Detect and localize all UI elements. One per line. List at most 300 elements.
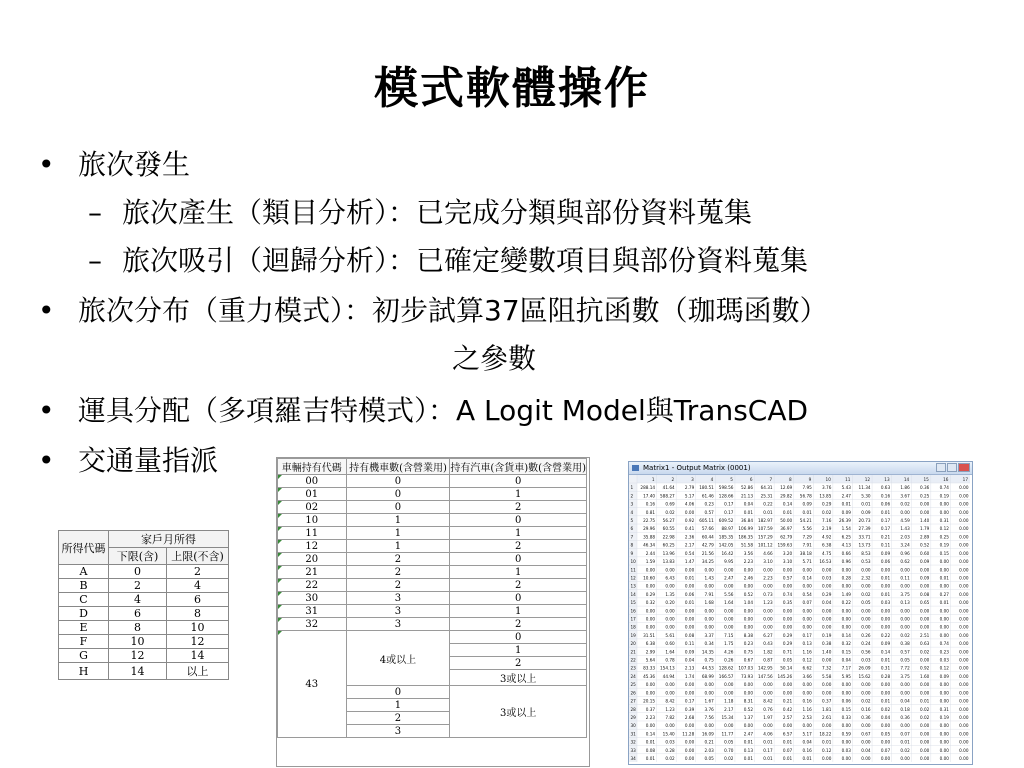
minimize-icon[interactable] (936, 463, 946, 472)
matrix-cell: 0.00 (861, 583, 871, 589)
matrix-cell: 0.00 (704, 682, 714, 688)
matrix-cell: 166.57 (718, 673, 734, 679)
matrix-cell: 0.00 (959, 575, 969, 581)
matrix-cell: 35.88 (643, 534, 656, 540)
matrix-cell: 0.00 (880, 682, 891, 688)
table-cell: 12 (278, 540, 347, 553)
matrix-row-header: 23 (630, 665, 636, 671)
matrix-cell: 182.97 (757, 518, 773, 524)
matrix-cell: 0.00 (919, 567, 930, 573)
matrix-cell: 0.29 (782, 641, 793, 647)
matrix-cell: 0.25 (939, 534, 949, 540)
matrix-row-header: 17 (630, 616, 636, 622)
matrix-cell: 0.27 (939, 591, 949, 597)
matrix-cell: 0.04 (743, 501, 754, 507)
matrix-cell: 0.69 (665, 501, 675, 507)
matrix-cell: 0.09 (841, 509, 851, 515)
matrix-cell: 0.00 (959, 485, 969, 491)
matrix-cell: 0.00 (782, 682, 793, 688)
matrix-cell: 101.12 (757, 542, 773, 548)
matrix-cell: 0.00 (959, 657, 969, 663)
matrix-cell: 13.83 (662, 559, 675, 565)
matrix-cell: 13.73 (858, 542, 871, 548)
matrix-column-header: 16 (943, 477, 949, 482)
table-cell: 32 (278, 618, 347, 631)
matrix-cell: 0.00 (665, 624, 675, 630)
matrix-cell: 0.01 (763, 739, 773, 745)
matrix-cell: 154.13 (660, 665, 675, 671)
matrix-cell: 0.09 (880, 641, 891, 647)
matrix-cell: 0.17 (802, 632, 812, 638)
vehicle-code-header: 車輛持有代碼 (278, 459, 347, 475)
matrix-cell: 0.02 (900, 747, 910, 753)
matrix-cell: 4.66 (763, 550, 773, 556)
matrix-cell: 0.06 (880, 559, 891, 565)
matrix-cell: 0.00 (919, 616, 930, 622)
matrix-cell: 2.79 (684, 485, 695, 491)
matrix-cell: 2.03 (704, 747, 714, 753)
matrix-cell: 0.00 (959, 534, 969, 540)
table-cell: 10 (278, 514, 347, 527)
matrix-cell: 157.29 (757, 534, 773, 540)
matrix-cell: 142.95 (757, 665, 773, 671)
matrix-cell: 0.00 (861, 723, 871, 729)
table-cell: 3 (346, 725, 450, 738)
matrix-cell: 0.00 (724, 690, 734, 696)
matrix-cell: 0.01 (900, 739, 910, 745)
matrix-cell: 0.00 (939, 624, 949, 630)
matrix-cell: 0.00 (880, 756, 891, 761)
matrix-cell: 0.02 (861, 591, 871, 597)
table-cell: 11 (278, 527, 347, 540)
matrix-column-header: 17 (962, 477, 968, 482)
matrix-column-header: 4 (710, 477, 714, 482)
matrix-cell: 2.32 (861, 575, 871, 581)
matrix-cell: 0.00 (959, 616, 969, 622)
matrix-cell: 0.14 (802, 575, 812, 581)
table-cell: 1 (450, 605, 587, 618)
table-row (278, 592, 587, 605)
matrix-cell: 0.00 (802, 567, 812, 573)
matrix-cell: 56.78 (799, 493, 812, 499)
matrix-cell: 0.00 (743, 624, 754, 630)
matrix-cell: 0.28 (880, 673, 891, 679)
matrix-cell: 0.00 (900, 690, 910, 696)
matrix-cell: 1.81 (822, 706, 832, 712)
matrix-cell: 0.00 (880, 616, 891, 622)
matrix-cell: 0.74 (939, 485, 949, 491)
matrix-cell: 10.60 (643, 575, 656, 581)
matrix-cell: 2.03 (900, 534, 910, 540)
bullet-continuation: 之參數 (452, 342, 537, 375)
matrix-cell: 1.59 (645, 559, 656, 565)
matrix-cell: 26.09 (858, 665, 871, 671)
matrix-cell: 0.00 (959, 747, 969, 753)
matrix-cell: 3.20 (782, 550, 793, 556)
matrix-cell: 0.57 (704, 509, 714, 515)
matrix-cell: 0.01 (743, 509, 754, 515)
matrix-cell: 2.36 (684, 534, 695, 540)
table-cell: 0 (450, 553, 587, 566)
matrix-cell: 1.23 (665, 706, 675, 712)
matrix-cell: 0.00 (841, 739, 851, 745)
matrix-column-header: 13 (884, 477, 890, 482)
matrix-cell: 0.04 (861, 747, 871, 753)
matrix-cell: 0.04 (880, 714, 891, 720)
matrix-cell: 0.00 (919, 583, 930, 589)
matrix-cell: 0.00 (939, 509, 949, 515)
matrix-cell: 0.00 (959, 509, 969, 515)
matrix-cell: 0.00 (959, 690, 969, 696)
table-row (278, 631, 587, 644)
matrix-cell: 0.01 (782, 756, 793, 761)
matrix-cell: 51.58 (741, 542, 754, 548)
matrix-cell: 0.00 (645, 583, 656, 589)
matrix-cell: 0.00 (959, 559, 969, 565)
table-cell: 0 (346, 686, 450, 699)
matrix-cell: 0.22 (880, 632, 891, 638)
matrix-cell: 1.16 (802, 706, 812, 712)
matrix-cell: 288.14 (640, 485, 656, 491)
matrix-cell: 0.00 (822, 690, 832, 696)
matrix-cell: 159.63 (777, 542, 793, 548)
income-code-header: 所得代碼 (59, 531, 109, 565)
table-cell: E (59, 621, 109, 635)
matrix-cell: 6.43 (665, 575, 675, 581)
matrix-cell: 0.00 (684, 616, 695, 622)
table-cell: 1 (346, 527, 450, 540)
bullet-marker: • (38, 444, 55, 477)
bullet-text: 交通量指派 (78, 444, 219, 477)
matrix-cell: 0.00 (763, 723, 773, 729)
matrix-cell: 0.01 (782, 509, 793, 515)
matrix-cell: 0.35 (782, 600, 793, 606)
matrix-cell: 5.17 (802, 731, 812, 737)
matrix-row-header: 20 (630, 641, 636, 647)
matrix-cell: 0.00 (724, 583, 734, 589)
matrix-cell: 6.25 (841, 534, 851, 540)
table-cell: 1 (450, 527, 587, 540)
table-cell: 0 (109, 565, 167, 579)
matrix-cell: 0.00 (724, 567, 734, 573)
matrix-cell: 0.39 (684, 706, 695, 712)
matrix-cell: 0.63 (880, 485, 891, 491)
matrix-cell: 15.40 (662, 731, 675, 737)
table-cell: 2 (450, 540, 587, 553)
vehicle-table-header (278, 459, 587, 475)
matrix-cell: 0.00 (704, 723, 714, 729)
matrix-cell: 0.00 (939, 747, 949, 753)
matrix-cell: 0.02 (919, 649, 930, 655)
matrix-cell: 5.30 (861, 493, 871, 499)
table-row (278, 618, 587, 631)
matrix-row-header: 29 (630, 714, 636, 720)
matrix-cell: 0.00 (841, 624, 851, 630)
matrix-cell: 0.00 (743, 616, 754, 622)
matrix-cell: 3.10 (763, 559, 773, 565)
matrix-cell: 7.82 (665, 714, 675, 720)
matrix-cell: 0.17 (880, 518, 891, 524)
matrix-cell: 36.84 (741, 518, 754, 524)
motorcycle-4-or-more: 4或以上 (346, 631, 450, 686)
matrix-row-header: 13 (630, 583, 636, 589)
matrix-cell: 0.00 (645, 690, 656, 696)
matrix-cell: 7.95 (802, 485, 812, 491)
matrix-cell: 0.14 (880, 649, 891, 655)
matrix-cell: 5.71 (802, 559, 812, 565)
matrix-cell: 0.00 (900, 616, 910, 622)
matrix-cell: 0.00 (782, 723, 793, 729)
matrix-cell: 2.23 (743, 559, 754, 565)
matrix-cell: 7.72 (900, 665, 910, 671)
matrix-cell: 0.09 (802, 501, 812, 507)
matrix-column-header: 11 (845, 477, 851, 482)
matrix-cell: 0.24 (861, 641, 871, 647)
matrix-cell: 0.00 (822, 608, 832, 614)
matrix-cell: 0.09 (880, 550, 891, 556)
matrix-cell: 22.98 (662, 534, 675, 540)
bullet-marker: • (38, 294, 55, 327)
matrix-cell: 8.42 (763, 698, 773, 704)
matrix-cell: 0.00 (959, 682, 969, 688)
matrix-cell: 61.46 (701, 493, 714, 499)
matrix-cell: 4.92 (822, 534, 832, 540)
matrix-cell: 2.53 (802, 714, 812, 720)
matrix-cell: 4.06 (684, 501, 695, 507)
table-cell: 6 (109, 607, 167, 621)
matrix-cell: 0.01 (743, 756, 754, 761)
matrix-cell: 1.37 (743, 714, 754, 720)
table-cell: F (59, 635, 109, 649)
income-upper-header: 上限(不含) (167, 548, 229, 565)
sub-bullet-marker: – (88, 244, 102, 277)
matrix-cell: 0.00 (861, 756, 871, 761)
matrix-cell: 0.19 (939, 542, 949, 548)
matrix-cell: 5.95 (841, 673, 851, 679)
matrix-cell: 0.33 (841, 714, 851, 720)
matrix-column-header: 6 (749, 477, 753, 482)
matrix-cell: 0.00 (822, 624, 832, 630)
matrix-cell: 0.96 (841, 559, 851, 565)
matrix-cell: 0.00 (841, 583, 851, 589)
matrix-cell: 0.00 (802, 690, 812, 696)
matrix-cell: 0.00 (704, 583, 714, 589)
matrix-cell: 13.96 (662, 550, 675, 556)
matrix-cell: 0.23 (704, 501, 714, 507)
matrix-cell: 7.15 (724, 632, 734, 638)
table-cell: 10 (109, 635, 167, 649)
matrix-cell: 2.68 (684, 714, 695, 720)
table-cell: 以上 (167, 663, 229, 680)
matrix-cell: 0.00 (665, 682, 675, 688)
table-cell: 20 (278, 553, 347, 566)
matrix-row-header: 14 (630, 591, 636, 597)
window-title-bar[interactable] (629, 462, 972, 475)
matrix-cell: 0.00 (841, 567, 851, 573)
matrix-cell: 2.46 (743, 575, 754, 581)
matrix-cell: 29.96 (643, 526, 656, 532)
matrix-cell: 0.32 (645, 600, 656, 606)
matrix-cell: 0.00 (782, 690, 793, 696)
matrix-cell: 16.09 (701, 731, 714, 737)
matrix-cell: 0.00 (822, 682, 832, 688)
table-row (278, 605, 587, 618)
matrix-cell: 106.99 (738, 526, 754, 532)
matrix-cell: 8.38 (743, 632, 754, 638)
matrix-cell: 0.00 (665, 690, 675, 696)
matrix-cell: 0.75 (743, 649, 754, 655)
matrix-cell: 0.76 (763, 706, 773, 712)
table-cell: D (59, 607, 109, 621)
matrix-row-header: 3 (630, 501, 634, 507)
table-row (278, 501, 587, 514)
matrix-cell: 6.57 (782, 731, 793, 737)
matrix-cell: 0.00 (880, 567, 891, 573)
table-cell: 1 (346, 514, 450, 527)
maximize-icon[interactable] (947, 463, 957, 472)
matrix-cell: 0.00 (802, 583, 812, 589)
matrix-cell: 0.01 (684, 575, 695, 581)
matrix-cell: 0.19 (939, 493, 949, 499)
matrix-cell: 0.57 (782, 575, 793, 581)
matrix-row-header: 9 (630, 550, 634, 556)
matrix-cell: 0.00 (919, 731, 930, 737)
matrix-cell: 0.67 (861, 731, 871, 737)
matrix-cell: 0.06 (880, 501, 891, 507)
matrix-cell: 0.04 (684, 657, 695, 663)
table-cell: 10 (167, 621, 229, 635)
table-cell: 0 (346, 501, 450, 514)
matrix-cell: 0.16 (861, 706, 871, 712)
table-row (278, 514, 587, 527)
matrix-cell: 5.17 (684, 493, 695, 499)
matrix-cell: 2.23 (645, 714, 656, 720)
close-icon[interactable] (958, 463, 970, 472)
matrix-cell: 0.00 (763, 583, 773, 589)
matrix-row-header: 2 (630, 493, 634, 499)
matrix-cell: 0.00 (724, 624, 734, 630)
matrix-cell: 0.00 (919, 657, 930, 663)
matrix-cell: 0.12 (939, 665, 949, 671)
matrix-cell: 0.00 (665, 583, 675, 589)
table-cell: B (59, 579, 109, 593)
table-cell: 1 (346, 699, 450, 712)
table-cell: 0 (450, 475, 587, 488)
matrix-cell: 56.27 (662, 518, 675, 524)
table-cell: 4 (109, 593, 167, 607)
matrix-row-header: 12 (630, 575, 636, 581)
matrix-cell: 0.00 (919, 501, 930, 507)
matrix-cell: 0.01 (645, 756, 656, 761)
table-row (278, 540, 587, 553)
income-group-header: 家戶月所得 (109, 531, 229, 548)
matrix-cell: 0.00 (900, 509, 910, 515)
matrix-cell: 0.65 (919, 600, 930, 606)
matrix-cell: 1.47 (684, 559, 695, 565)
matrix-cell: 0.00 (763, 624, 773, 630)
matrix-cell: 1.54 (841, 526, 851, 532)
table-row (278, 579, 587, 592)
matrix-cell: 0.07 (900, 731, 910, 737)
matrix-cell: 8.42 (665, 698, 675, 704)
matrix-cell: 0.71 (782, 649, 793, 655)
matrix-row-header: 28 (630, 706, 636, 712)
matrix-cell: 0.21 (704, 739, 714, 745)
matrix-cell: 45.36 (643, 673, 656, 679)
matrix-cell: 0.18 (900, 706, 910, 712)
matrix-cell: 83.33 (643, 665, 656, 671)
matrix-cell: 60.44 (701, 534, 714, 540)
matrix-cell: 2.51 (919, 632, 930, 638)
matrix-cell: 0.00 (665, 608, 675, 614)
matrix-cell: 0.11 (900, 575, 910, 581)
matrix-cell: 0.54 (684, 550, 695, 556)
matrix-cell: 0.17 (684, 698, 695, 704)
matrix-cell: 3.76 (822, 485, 832, 491)
matrix-cell: 2.19 (822, 526, 832, 532)
matrix-cell: 0.00 (743, 608, 754, 614)
matrix-row-header: 11 (630, 567, 636, 573)
matrix-cell: 6.62 (802, 665, 812, 671)
matrix-cell: 0.00 (802, 616, 812, 622)
matrix-cell: 0.31 (880, 665, 891, 671)
matrix-cell: 0.00 (939, 731, 949, 737)
matrix-cell: 0.01 (822, 739, 832, 745)
matrix-cell: 0.00 (959, 731, 969, 737)
matrix-cell: 4.75 (822, 550, 832, 556)
vehicle-code-43: 43 (278, 631, 347, 738)
matrix-row-header: 4 (630, 509, 634, 515)
matrix-cell: 13.85 (819, 493, 832, 499)
matrix-cell: 88.97 (721, 526, 734, 532)
matrix-grid[interactable] (629, 475, 970, 762)
matrix-cell: 0.00 (880, 624, 891, 630)
matrix-cell: 0.01 (880, 575, 891, 581)
matrix-cell: 0.00 (939, 723, 949, 729)
matrix-cell: 17.40 (643, 493, 656, 499)
matrix-cell: 7.91 (704, 591, 714, 597)
matrix-cell: 60.25 (662, 542, 675, 548)
matrix-cell: 0.38 (822, 641, 832, 647)
matrix-row-header: 10 (630, 559, 636, 565)
matrix-row-header: 24 (630, 673, 636, 679)
matrix-row-header: 26 (630, 690, 636, 696)
table-cell: 21 (278, 566, 347, 579)
matrix-cell: 0.05 (782, 657, 793, 663)
table-cell: 3 (346, 605, 450, 618)
matrix-cell: 11.28 (682, 731, 695, 737)
matrix-cell: 0.01 (782, 739, 793, 745)
matrix-cell: 0.15 (939, 550, 949, 556)
matrix-row-header: 6 (630, 526, 634, 532)
matrix-cell: 0.19 (822, 632, 832, 638)
matrix-cell: 0.00 (743, 690, 754, 696)
matrix-cell: 0.00 (822, 756, 832, 761)
matrix-column-header: 1 (651, 477, 655, 482)
matrix-cell: 57.66 (701, 526, 714, 532)
matrix-cell: 0.15 (841, 649, 851, 655)
matrix-cell: 0.29 (822, 501, 832, 507)
matrix-cell: 0.01 (919, 698, 930, 704)
matrix-cell: 0.17 (724, 501, 734, 507)
matrix-cell: 0.00 (900, 624, 910, 630)
matrix-cell: 0.00 (939, 698, 949, 704)
table-cell: 3 (346, 592, 450, 605)
table-cell: 0 (346, 488, 450, 501)
matrix-cell: 0.00 (880, 739, 891, 745)
matrix-cell: 1.79 (919, 526, 930, 532)
matrix-cell: 0.00 (959, 591, 969, 597)
